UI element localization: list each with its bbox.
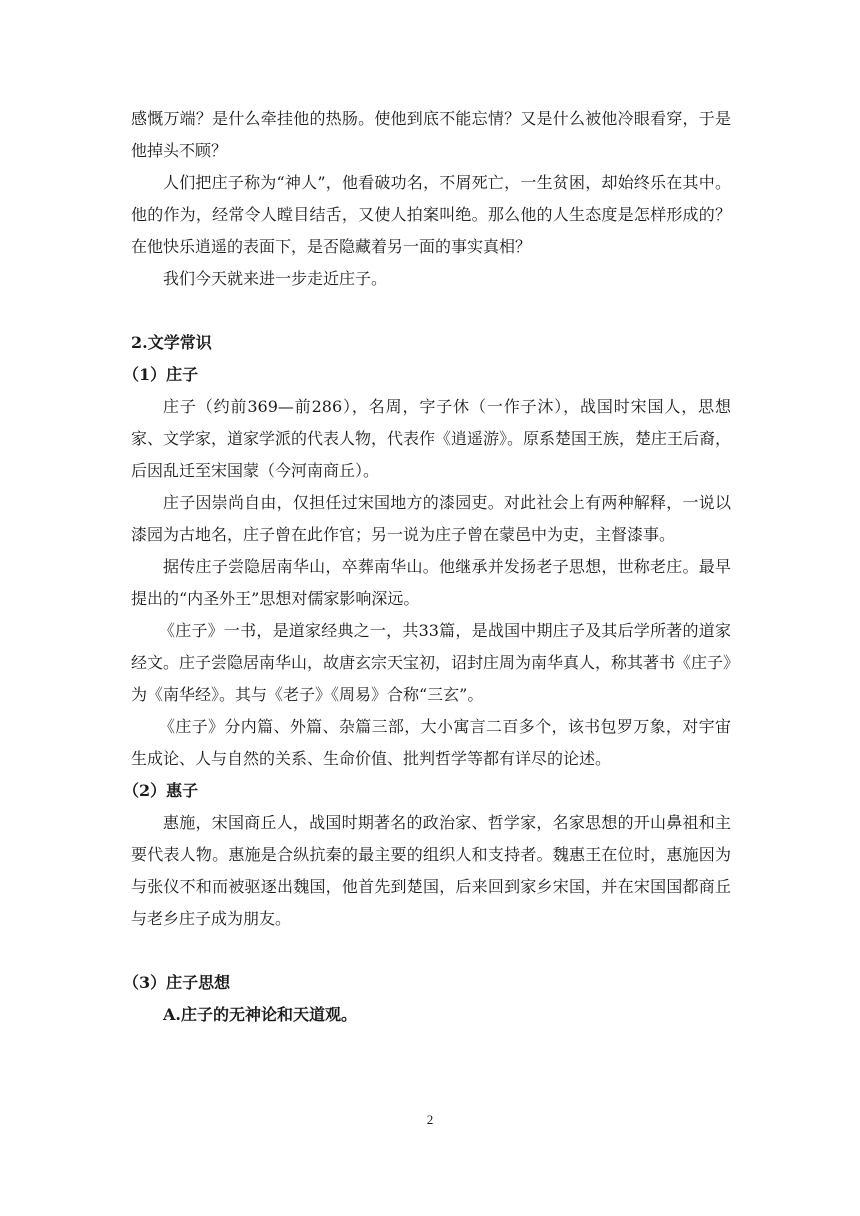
paragraph: 感慨万端？是什么牵挂他的热肠。使他到底不能忘情？又是什么被他冷眼看穿，于是他掉头不顾？ <box>131 109 731 160</box>
page-number: 2 <box>426 1112 434 1127</box>
paragraph: 人们把庄子称为“神人”，他看破功名，不屑死亡，一生贫困，却始终乐在其中。他的作为，经常令人瞠目结舌，又使人拍案叫绝。那么他的人生态度是怎样形成的？在他快乐逍遥的表面下，是否隐藏着另一面的事实真相？ <box>131 173 731 256</box>
paragraph: 《庄子》分内篇、外篇、杂篇三部，大小寓言二百多个，该书包罗万象，对宇宙生成论、人与自然的关系、生命价值、批判哲学等都有详尽的论述。 <box>131 717 731 768</box>
subheading-zhuangzi-thought: （3）庄子思想 <box>123 973 231 992</box>
paragraph: 庄子因崇尚自由，仅担任过宋国地方的漆园吏。对此社会上有两种解释，一说以漆园为古地名，庄子曾在此作官；另一说为庄子曾在蒙邑中为吏，主督漆事。 <box>131 493 731 544</box>
subheading-atheism: A.庄子的无神论和天道观。 <box>163 1005 357 1024</box>
section-heading-literature: 2.文学常识 <box>131 333 212 352</box>
paragraph: 据传庄子尝隐居南华山，卒葬南华山。他继承并发扬老子思想，世称老庄。最早提出的“内圣外王”思想对儒家影响深远。 <box>131 557 731 608</box>
subheading-zhuangzi: （1）庄子 <box>123 365 199 384</box>
paragraph: 《庄子》一书，是道家经典之一，共33篇，是战国中期庄子及其后学所著的道家经文。庄子尝隐居南华山，故唐玄宗天宝初，诏封庄周为南华真人，称其著书《庄子》为《南华经》。其与《老子》《周易》合称“三玄”。 <box>131 621 732 704</box>
paragraph: 庄子（约前369—前286），名周，字子休（一作子沐），战国时宋国人，思想家、文学家，道家学派的代表人物，代表作《逍遥游》。原系楚国王族，楚庄王后裔，后因乱迁至宋国蒙（今河南商丘）。 <box>131 397 732 480</box>
paragraph: 惠施，宋国商丘人，战国时期著名的政治家、哲学家，名家思想的开山鼻祖和主要代表人物。惠施是合纵抗秦的最主要的组织人和支持者。魏惠王在位时，惠施因为与张仪不和而被驱逐出魏国，他首先到楚国，后来回到家乡宋国，并在宋国国都商丘与老乡庄子成为朋友。 <box>131 813 731 928</box>
paragraph: 我们今天就来进一步走近庄子。 <box>163 269 388 288</box>
subheading-huizi: （2）惠子 <box>123 781 199 800</box>
page-content <box>123 103 732 1031</box>
